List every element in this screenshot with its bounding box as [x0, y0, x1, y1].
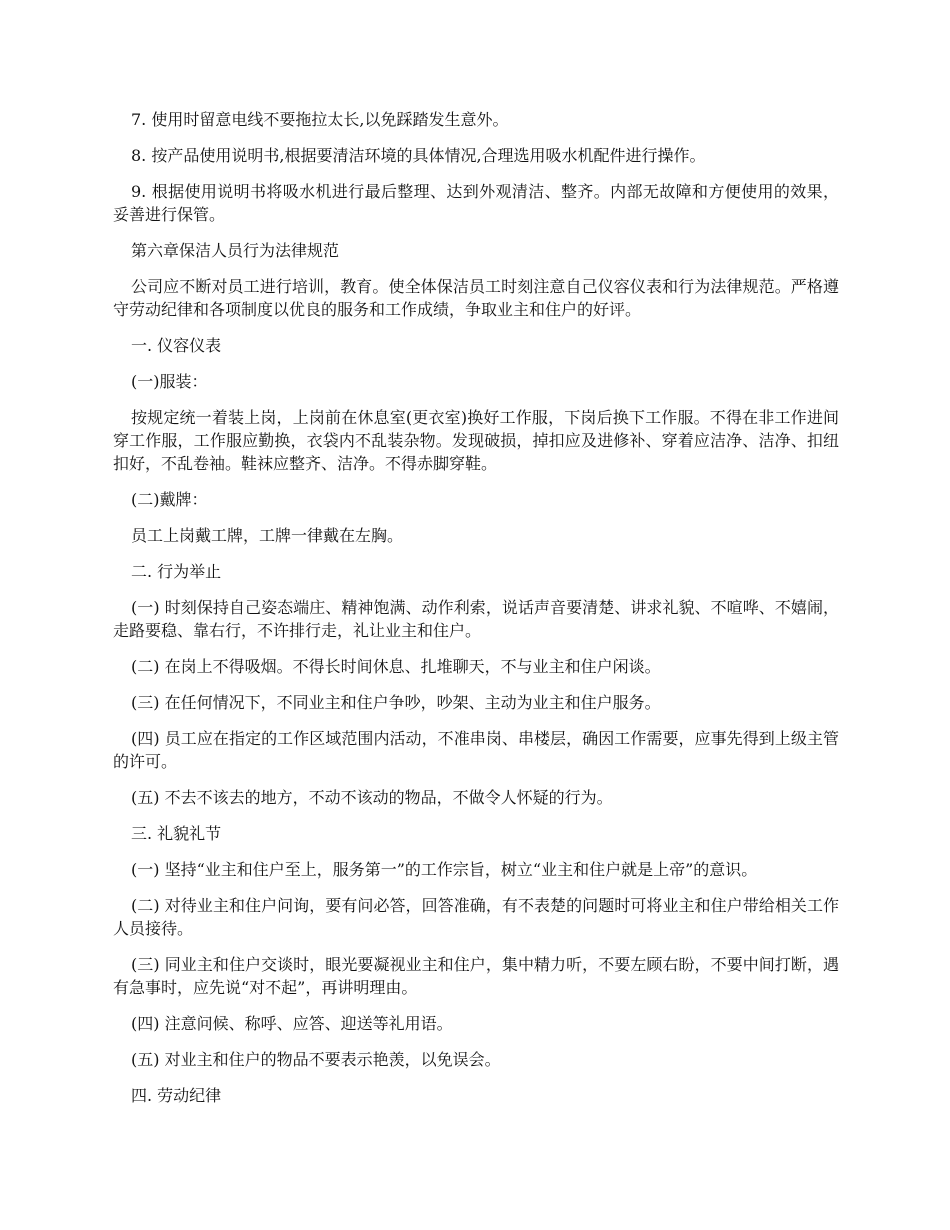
etiquette-item-4: (四) 注意问候、称呼、应答、迎送等礼用语。 [131, 1014, 453, 1033]
subsection-heading-uniform: (一)服装： [131, 372, 208, 391]
behavior-item-2: (二) 在岗上不得吸烟。不得长时间休息、扎堆聊天，不与业主和住户闲谈。 [131, 657, 661, 676]
section-heading-discipline: 四. 劳动纪律 [131, 1086, 222, 1105]
behavior-item-4: (四) 员工应在指定的工作区域范围内活动，不准串岗、串楼层，确因工作需要，应事先得到上级主管的许可。 [113, 729, 839, 771]
section-heading-appearance: 一. 仪容仪表 [131, 336, 222, 355]
chapter-heading: 第六章保洁人员行为法律规范 [131, 241, 340, 260]
paragraph-item-7: 7. 使用时留意电线不要拖拉太长,以免踩踏发生意外。 [131, 110, 509, 129]
intro-paragraph: 公司应不断对员工进行培训，教育。使全体保洁员工时刻注意自己仪容仪表和行为法律规范。严格遵守劳动纪律和各项制度以优良的服务和工作成绩，争取业主和住户的好评。 [113, 277, 839, 319]
paragraph-item-8: 8. 按产品使用说明书,根据要清洁环境的具体情况,合理选用吸水机配件进行操作。 [131, 146, 706, 165]
subsection-heading-badge: (二)戴牌： [131, 490, 208, 509]
etiquette-item-2: (二) 对待业主和住户问询，要有问必答，回答准确，有不表楚的问题时可将业主和住户带给相关工作人员接待。 [113, 896, 839, 938]
etiquette-item-1: (一) 坚持“业主和住户至上，服务第一”的工作宗旨，树立“业主和住户就是上帝”的意识。 [131, 860, 758, 879]
etiquette-item-3: (三) 同业主和住户交谈时，眼光要凝视业主和住户，集中精力听，不要左顾右盼，不要中间打断，遇有急事时，应先说“对不起”，再讲明理由。 [113, 955, 839, 997]
badge-paragraph: 员工上岗戴工牌，工牌一律戴在左胸。 [131, 526, 404, 545]
behavior-item-5: (五) 不去不该去的地方，不动不该动的物品，不做令人怀疑的行为。 [131, 788, 613, 807]
behavior-item-1: (一) 时刻保持自己姿态端庄、精神饱满、动作利索，说话声音要清楚、讲求礼貌、不喧哗、不嬉闹，走路要稳、靠右行，不许排行走，礼让业主和住户。 [113, 598, 839, 640]
etiquette-item-5: (五) 对业主和住户的物品不要表示艳羡，以免误会。 [131, 1050, 501, 1069]
document-body [113, 108, 839, 1120]
section-heading-behavior: 二. 行为举止 [131, 562, 222, 581]
uniform-paragraph: 按规定统一着装上岗，上岗前在休息室(更衣室)换好工作服，下岗后换下工作服。不得在非工作进间穿工作服，工作服应勤换，衣袋内不乱装杂物。发现破损，掉扣应及进修补、穿着应洁净、洁净、扣纽扣好，不乱卷袖。鞋袜应整齐、洁净。不得赤脚穿鞋。 [113, 408, 839, 473]
behavior-item-3: (三) 在任何情况下，不同业主和住户争吵，吵架、主动为业主和住户服务。 [131, 693, 661, 712]
section-heading-etiquette: 三. 礼貌礼节 [131, 824, 222, 843]
paragraph-item-9: 9. 根据使用说明书将吸水机进行最后整理、达到外观清洁、整齐。内部无故障和方便使用的效果，妥善进行保管。 [113, 182, 839, 224]
